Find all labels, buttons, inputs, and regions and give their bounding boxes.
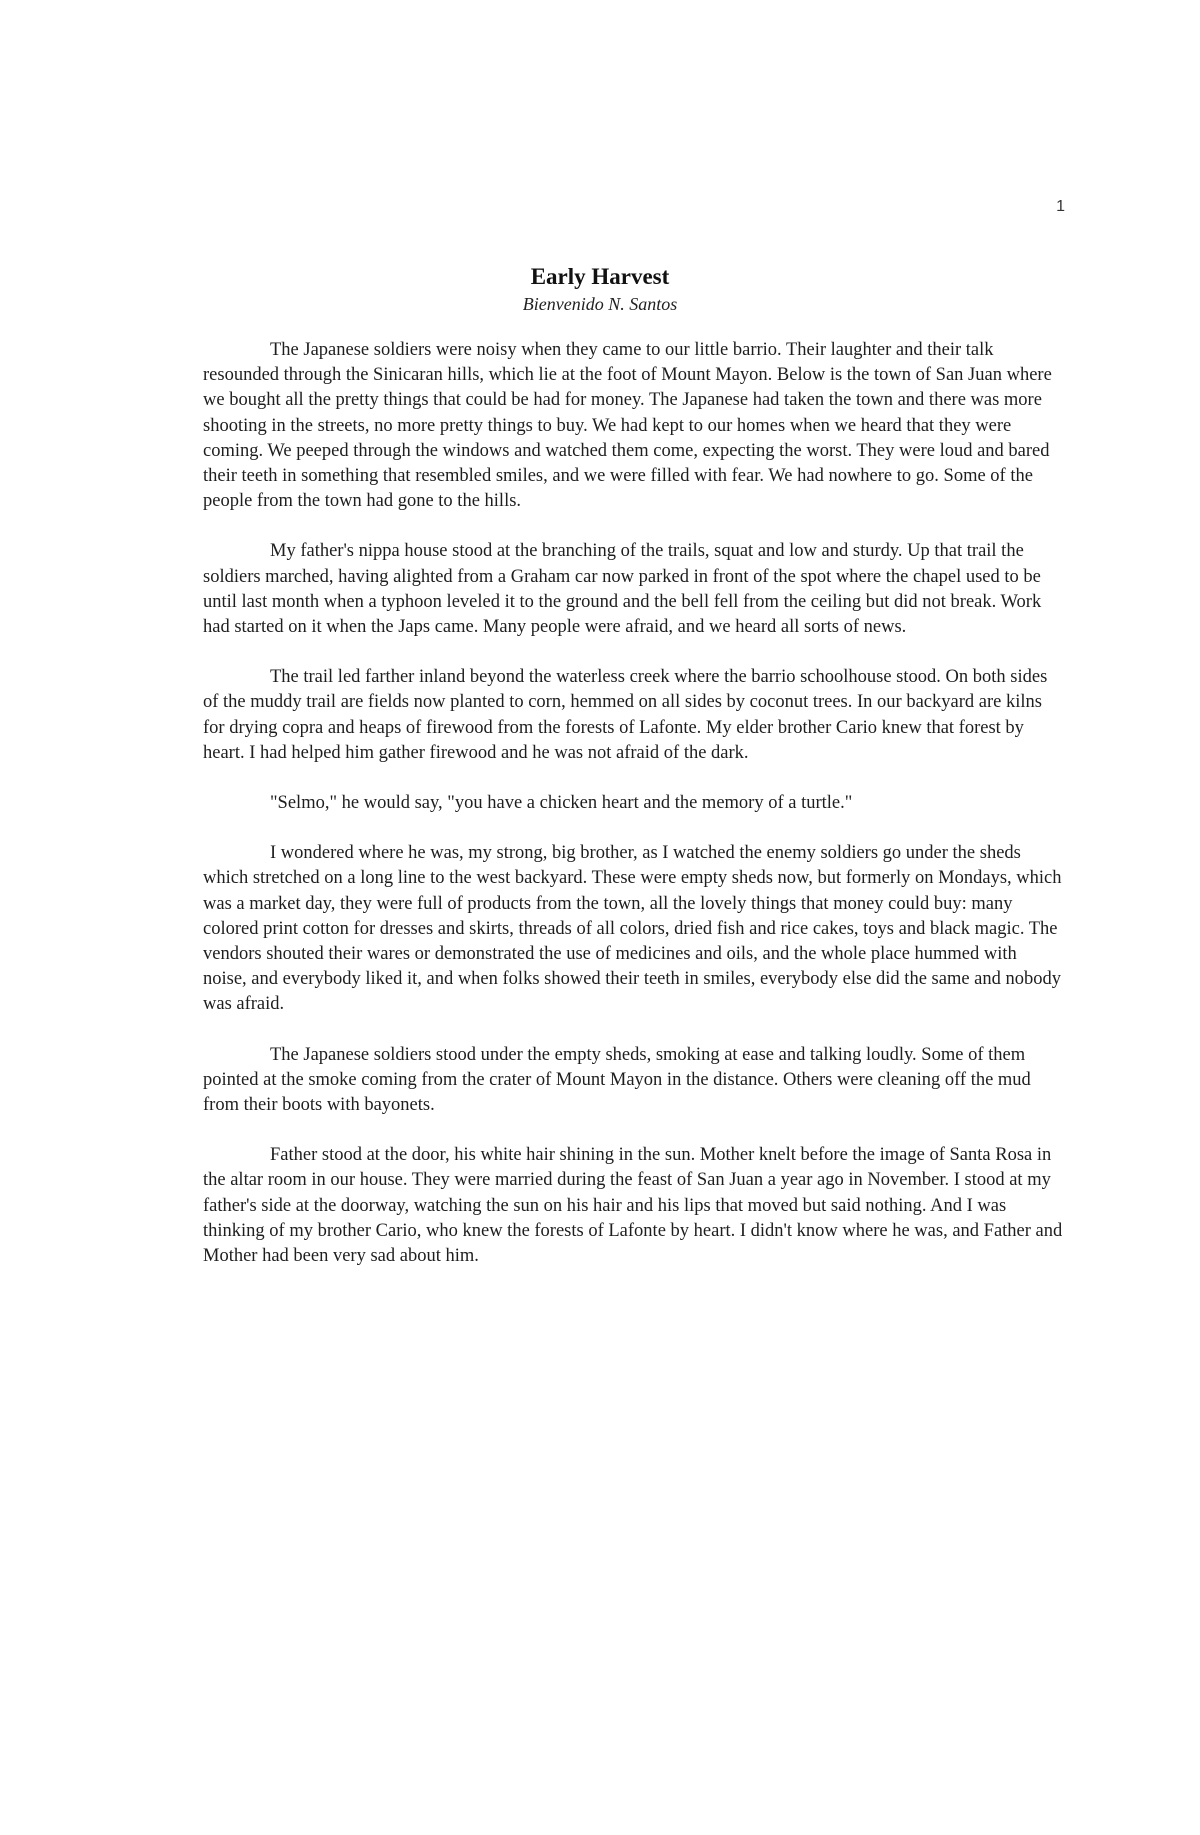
paragraph-3: The trail led farther inland beyond the waterless creek where the barrio schoolhouse stood. On both sides of the muddy trail are fields now planted to corn, hemmed on all sides by coconut trees. In our backyard are kilns for drying copra and heaps of firewood from the forests of Lafonte. My elder brother Cario knew that forest by heart. I had helped him gather firewood and he was not afraid of the dark. <box>203 667 1048 763</box>
paragraph-2: My father's nippa house stood at the branching of the trails, squat and low and sturdy. Up that trail the soldiers marched, having alighted from a Graham car now parked in front of the spot where the chapel used to be until last month when a typhoon leveled it to the ground and the bell fell from the ceiling but did not break. Work had started on it when the Japs came. Many people were afraid, and we heard all sorts of news. <box>203 541 1042 638</box>
story-title: Early Harvest <box>530 264 670 289</box>
story-author: Bienvenido N. Santos <box>522 294 678 314</box>
paragraph-4: "Selmo," he would say, "you have a chicken heart and the memory of a turtle." <box>270 793 853 814</box>
paragraph-7: Father stood at the door, his white hair shining in the sun. Mother knelt before the image of Santa Rosa in the altar room in our house. They were married during the feast of San Juan a year ago in November. I stood at my father's side at the doorway, watching the sun on his hair and his lips that moved but said nothing. And I was thinking of my brother Cario, who knew the forests of Lafonte by heart. I didn't know where he was, and Father and Mother had been very sad about him. <box>203 1145 1063 1267</box>
paragraph-1: The Japanese soldiers were noisy when they came to our little barrio. Their laughter and their talk resounded through the Sinicaran hills, which lie at the foot of Mount Mayon. Below is the town of San Juan where we bought all the pretty things that could be had for money. The Japanese had taken the town and there was more shooting in the streets, no more pretty things to buy. We had kept to our homes when we heard that they were coming. We peeped through the windows and watched them come, expecting the worst. They were loud and bared their teeth in something that resembled smiles, and we were filled with fear. We had nowhere to go. Some of the people from the town had gone to the hills. <box>203 340 1052 512</box>
page-number: 1 <box>1056 198 1065 215</box>
paragraph-6: The Japanese soldiers stood under the empty sheds, smoking at ease and talking loudly. Some of them pointed at the smoke coming from the crater of Mount Mayon in the distance. Others were cleaning off the mud from their boots with bayonets. <box>203 1044 1031 1116</box>
story-body <box>203 338 1063 1294</box>
paragraph-5: I wondered where he was, my strong, big brother, as I watched the enemy soldiers go under the sheds which stretched on a long line to the west backyard. These were empty sheds now, but formerly on Mondays, which was a market day, they were full of products from the town, all the lovely things that money could buy: many colored print cotton for dresses and skirts, threads of all colors, dried fish and rice cakes, toys and black magic. The vendors shouted their wares or demonstrated the use of medicines and oils, and the whole place hummed with noise, and everybody liked it, and when folks showed their teeth in smiles, everybody else did the same and nobody was afraid. <box>203 843 1062 1015</box>
story-header <box>0 262 1200 316</box>
